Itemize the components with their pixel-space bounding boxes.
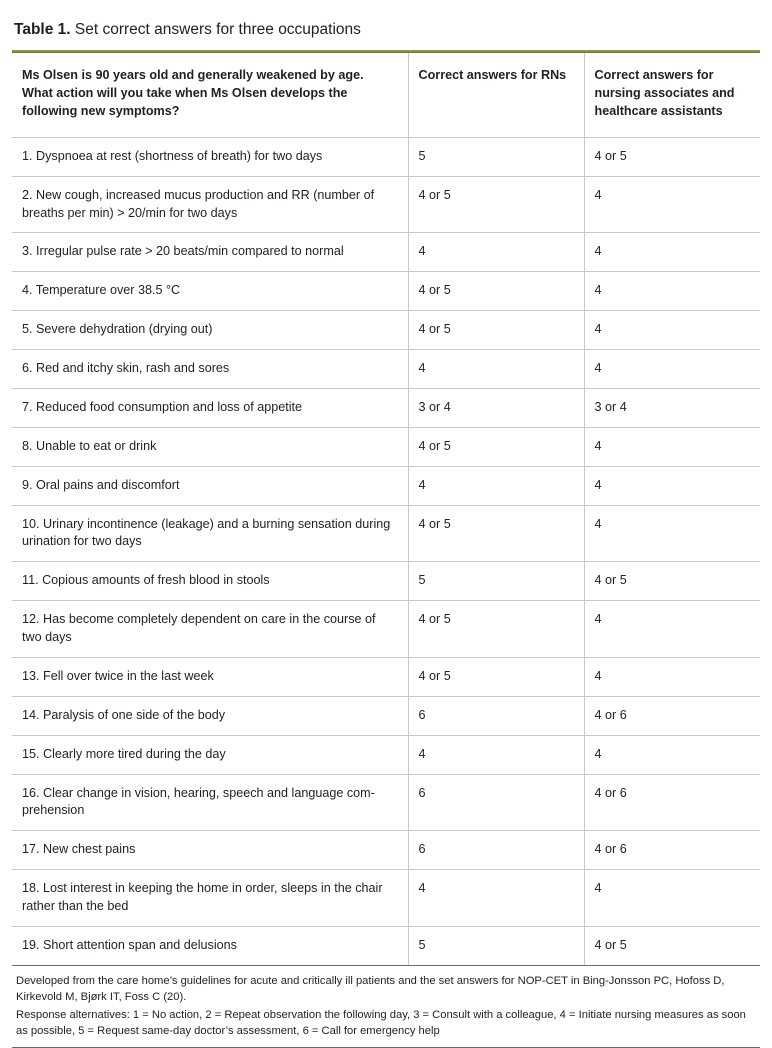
cell-rn-answer: 4 — [408, 870, 584, 927]
table-row — [12, 233, 760, 272]
cell-rn-answer: 6 — [408, 831, 584, 870]
cell-symptom: 12. Has become completely dependent on care in the course of two days — [12, 601, 408, 658]
cell-rn-answer: 4 or 5 — [408, 311, 584, 350]
cell-na-answer: 4 or 6 — [584, 774, 760, 831]
table-caption-text: Set correct answers for three occupations — [74, 21, 361, 38]
cell-symptom: 1. Dyspnoea at rest (shortness of breath) for two days — [12, 137, 408, 176]
cell-rn-answer: 4 — [408, 735, 584, 774]
cell-symptom: 15. Clearly more tired during the day — [12, 735, 408, 774]
cell-na-answer: 3 or 4 — [584, 388, 760, 427]
cell-na-answer: 4 — [584, 870, 760, 927]
table-row — [12, 388, 760, 427]
cell-rn-answer: 4 or 5 — [408, 601, 584, 658]
cell-symptom: 14. Paralysis of one side of the body — [12, 696, 408, 735]
cell-symptom: 8. Unable to eat or drink — [12, 427, 408, 466]
cell-na-answer: 4 — [584, 735, 760, 774]
column-header-rn: Correct answers for RNs — [408, 53, 584, 138]
table-row — [12, 272, 760, 311]
table-footnotes — [12, 966, 760, 1040]
table-row — [12, 774, 760, 831]
cell-na-answer: 4 — [584, 233, 760, 272]
table-row — [12, 696, 760, 735]
cell-na-answer: 4 or 5 — [584, 926, 760, 965]
table-row — [12, 831, 760, 870]
cell-na-answer: 4 — [584, 505, 760, 562]
cell-symptom: 5. Severe dehydration (drying out) — [12, 311, 408, 350]
cell-na-answer: 4 or 6 — [584, 696, 760, 735]
table-row — [12, 601, 760, 658]
cell-rn-answer: 4 or 5 — [408, 657, 584, 696]
table-header-row — [12, 53, 760, 138]
cell-symptom: 9. Oral pains and discomfort — [12, 466, 408, 505]
table-row — [12, 466, 760, 505]
cell-rn-answer: 4 or 5 — [408, 427, 584, 466]
table-row — [12, 926, 760, 965]
cell-rn-answer: 6 — [408, 696, 584, 735]
table-row — [12, 350, 760, 389]
cell-symptom: 2. New cough, increased mucus production and RR (number of breaths per min) > 20/min for two days — [12, 176, 408, 233]
cell-symptom: 6. Red and itchy skin, rash and sores — [12, 350, 408, 389]
cell-na-answer: 4 or 5 — [584, 562, 760, 601]
table-row — [12, 311, 760, 350]
cell-na-answer: 4 — [584, 272, 760, 311]
cell-symptom: 17. New chest pains — [12, 831, 408, 870]
cell-rn-answer: 6 — [408, 774, 584, 831]
table-caption-label: Table 1. — [14, 21, 71, 38]
cell-rn-answer: 4 — [408, 466, 584, 505]
answers-table — [12, 52, 760, 966]
cell-symptom: 19. Short attention span and delusions — [12, 926, 408, 965]
table-row — [12, 562, 760, 601]
table-row — [12, 870, 760, 927]
table-row — [12, 657, 760, 696]
column-header-nursing-associates: Correct answers for nursing associates and healthcare assistants — [584, 53, 760, 138]
cell-na-answer: 4 — [584, 427, 760, 466]
cell-symptom: 4. Temperature over 38.5 °C — [12, 272, 408, 311]
table-row — [12, 505, 760, 562]
cell-na-answer: 4 — [584, 601, 760, 658]
cell-symptom: 13. Fell over twice in the last week — [12, 657, 408, 696]
table-row — [12, 427, 760, 466]
cell-symptom: 11. Copious amounts of fresh blood in stools — [12, 562, 408, 601]
cell-rn-answer: 4 or 5 — [408, 176, 584, 233]
cell-na-answer: 4 — [584, 311, 760, 350]
cell-symptom: 10. Urinary incontinence (leakage) and a burning sensation during urination for two days — [12, 505, 408, 562]
footnote-response-alternatives: Response alternatives: 1 = No action, 2 = Repeat observation the following day, 3 = Consult with a colleague, 4 = Initiate nursing measures as soon as possible, 5 = Request same-day doctor’s assessment, 6 = Call for emergency help — [16, 1009, 746, 1038]
cell-na-answer: 4 — [584, 176, 760, 233]
table-header — [12, 53, 760, 138]
cell-na-answer: 4 — [584, 657, 760, 696]
cell-symptom: 3. Irregular pulse rate > 20 beats/min compared to normal — [12, 233, 408, 272]
cell-rn-answer: 4 or 5 — [408, 272, 584, 311]
cell-rn-answer: 5 — [408, 137, 584, 176]
table-body — [12, 137, 760, 965]
table-row — [12, 176, 760, 233]
cell-na-answer: 4 or 6 — [584, 831, 760, 870]
cell-symptom: 18. Lost interest in keeping the home in order, sleeps in the chair rather than the bed — [12, 870, 408, 927]
cell-rn-answer: 4 — [408, 233, 584, 272]
column-header-symptom: Ms Olsen is 90 years old and generally weakened by age. What action will you take when Ms Olsen develops the following new symptoms? — [12, 53, 408, 138]
footnote-source: Developed from the care home’s guidelines for acute and critically ill patients and the set answers for NOP-CET in Bing-Jonsson PC, Hofoss D, Kirkevold M, Bjørk IT, Foss C (20). — [16, 974, 725, 1003]
cell-na-answer: 4 — [584, 350, 760, 389]
cell-rn-answer: 4 — [408, 350, 584, 389]
table-row — [12, 735, 760, 774]
cell-rn-answer: 5 — [408, 926, 584, 965]
cell-symptom: 16. Clear change in vision, hearing, speech and language com-prehension — [12, 774, 408, 831]
cell-symptom: 7. Reduced food consumption and loss of appetite — [12, 388, 408, 427]
cell-rn-answer: 4 or 5 — [408, 505, 584, 562]
table-caption — [12, 14, 760, 50]
cell-rn-answer: 5 — [408, 562, 584, 601]
cell-na-answer: 4 — [584, 466, 760, 505]
cell-na-answer: 4 or 5 — [584, 137, 760, 176]
table-row — [12, 137, 760, 176]
cell-rn-answer: 3 or 4 — [408, 388, 584, 427]
